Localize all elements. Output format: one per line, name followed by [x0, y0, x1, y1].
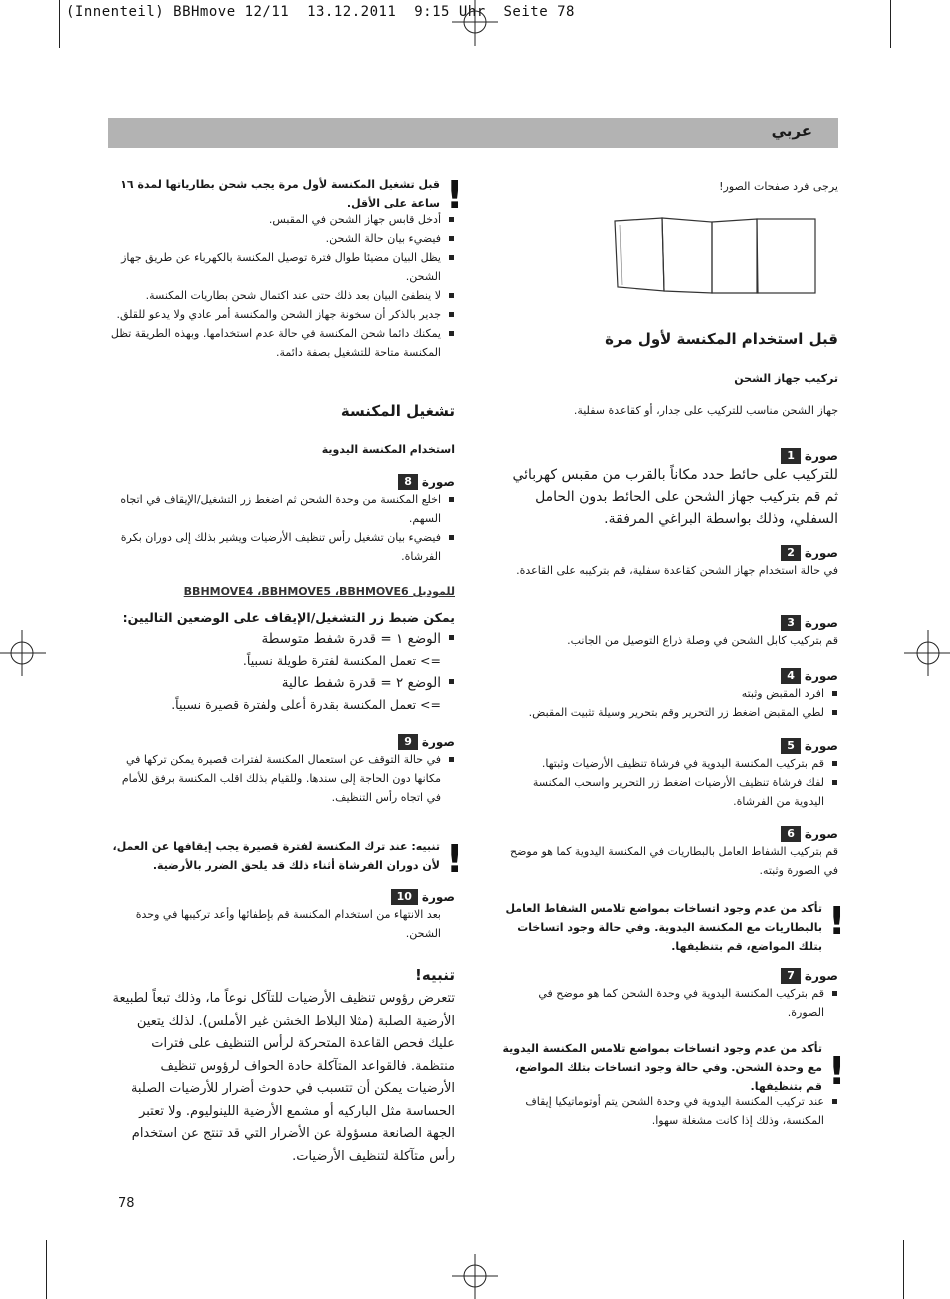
warning-exclamation-icon: ! [446, 837, 464, 881]
mode-1-note: => تعمل المكنسة لفترة طويلة نسبياً. [242, 653, 441, 668]
figure-word: صورة [421, 475, 455, 489]
figure-1-label [500, 448, 838, 464]
figure-word: صورة [804, 827, 838, 841]
figure-3-number: 3 [781, 615, 801, 631]
figure-3-text: قم بتركيب كابل الشحن في وصلة ذراع التوصيل من الجانب. [567, 634, 838, 647]
figure-word: صورة [804, 449, 838, 463]
crop-mark-bottom-left [46, 1240, 47, 1299]
figure-word: صورة [421, 890, 455, 904]
figure-4-block [500, 668, 838, 722]
figure-8-number: 8 [398, 474, 418, 490]
language-header-bar [108, 118, 838, 148]
warning-park-switch-off: تنبيه: عند ترك المكنسة لفترة قصيرة يجب إيقافها عن العمل، لأن دوران الفرشاة أثناء ذلك قد يلحق الضرر بالأرضية. [112, 840, 440, 872]
modes-list [110, 628, 455, 716]
figure-1-number: 1 [781, 448, 801, 464]
crop-mark-top-left [59, 0, 60, 48]
figure-10-block [110, 889, 455, 943]
figure-3-block [500, 615, 838, 650]
mode-2: الوضع ٢ = قدرة شفط عالية [110, 672, 441, 694]
charge-step-item: لا ينطفئ البيان بعد ذلك حتى عند اكتمال شحن بطاريات المكنسة. [110, 286, 441, 305]
figure-word: صورة [804, 739, 838, 753]
charger-install-subtitle: تركيب جهاز الشحن [734, 372, 838, 385]
figure-7-number: 7 [781, 968, 801, 984]
figure-8-block [110, 474, 455, 566]
figure-5-item: قم بتركيب المكنسة اليدوية في فرشاة تنظيف الأرضيات وثبتها. [500, 754, 824, 773]
warning-battery-contacts: تأكد من عدم وجود اتساخات بمواضع تلامس الشفاط العامل بالبطاريات مع المكنسة اليدوية. وفي حالة وجود اتساخات بتلك المواضع، قم بتنظيفها. [505, 902, 822, 953]
switch-intro: يمكن ضبط زر التشغيل/الإيقاف على الوضعين التاليين: [122, 610, 455, 625]
charge-steps-list [110, 210, 455, 362]
registration-mark-left [0, 628, 48, 678]
charger-install-text: جهاز الشحن مناسب للتركيب على جدار، أو كقاعدة سفلية. [573, 404, 838, 417]
language-title: عربي [771, 122, 812, 140]
figure-10-text: بعد الانتهاء من استخدام المكنسة قم بإطفائها وأعد تركيبها في وحدة الشحن. [135, 908, 441, 940]
charge-step-item: جدير بالذكر أن سخونة جهاز الشحن والمكنسة أمر عادي ولا يدعو للقلق. [110, 305, 441, 324]
figure-5-block [500, 738, 838, 811]
figure-2-number: 2 [781, 545, 801, 561]
figure-6-text: قم بتركيب الشفاط العامل بالبطاريات في المكنسة اليدوية كما هو موضح في الصورة وثبته. [509, 845, 838, 877]
figure-7-item: قم بتركيب المكنسة اليدوية في وحدة الشحن كما هو موضح في الصورة. [500, 984, 824, 1022]
charge-step-item: يمكنك دائما شحن المكنسة في حالة عدم استخدامها. وبهذه الطريقة تظل المكنسة متاحة للتشغيل بصفة دائمة. [110, 324, 441, 362]
figure-8-item: اخلع المكنسة من وحدة الشحن ثم اضغط زر التشغيل/الإيقاف في اتجاه السهم. [110, 490, 441, 528]
print-slug-line: (Innenteil) BBHmove 12/11 13.12.2011 9:15 Uhr Seite 78 [66, 4, 575, 20]
note-text: تتعرض رؤوس تنظيف الأرضيات للتآكل نوعاً ما، وذلك تبعاً لطبيعة الأرضية الصلبة (مثلا البلاط الخشن غير الأملس). لذلك يتعين عليك فحص القاعدة المتحركة لرأس التنظيف على فترات منتظمة. فالقواعد المتآكلة حادة الحواف لرؤوس تنظيف الأرضيات يمكن أن تتسبب في حدوث أضرار للأرضيات الصلبة الحساسة مثل الباركيه أو مشمع الأرضية اللينوليوم. ولا تعتبر الجهة الصانعة مسؤولة عن الأضرار التي قد تنتج عن استخدام رأس متآكلة لتنظيف الأرضيات. [112, 991, 455, 1164]
charge-step-item: يظل البيان مضيئا طوال فترة توصيل المكنسة بالكهرباء عن طريق جهاز الشحن. [110, 248, 441, 286]
note-title: تنبيه! [415, 966, 455, 984]
figure-9-number: 9 [398, 734, 418, 750]
first-use-title: قبل استخدام المكنسة لأول مرة [605, 330, 838, 348]
figure-4-item: لطي المقبض اضغط زر التحرير وقم بتحرير وسيلة تثبيت المقبض. [500, 703, 824, 722]
figure-6-number: 6 [781, 826, 801, 842]
figure-1-block [500, 448, 838, 530]
registration-mark-right [902, 628, 950, 678]
warning-initial-charge: قبل تشغيل المكنسة لأول مرة يجب شحن بطارياتها لمدة ١٦ ساعة على الأقل. [120, 178, 440, 210]
figure-4-item: افرد المقبض وثبته [500, 684, 824, 703]
figure-word: صورة [804, 546, 838, 560]
figure-word: صورة [804, 669, 838, 683]
figure-10-number: 10 [391, 889, 418, 905]
figure-word: صورة [421, 735, 455, 749]
figure-9-block [110, 734, 455, 807]
warning-charger-contacts: تأكد من عدم وجود اتساخات بمواضع تلامس المكنسة اليدوية مع وحدة الشحن. وفي حالة وجود اتساخات بتلك المواضع، قم بتنظيفها. [502, 1042, 822, 1093]
figure-2-text: في حالة استخدام جهاز الشحن كقاعدة سفلية، قم بتركيبه على القاعدة. [516, 564, 838, 577]
figure-word: صورة [804, 969, 838, 983]
charge-step-item: فيضيء بيان حالة الشحن. [110, 229, 441, 248]
operate-title: تشغيل المكنسة [340, 402, 455, 420]
figure-5-number: 5 [781, 738, 801, 754]
warning-exclamation-icon: ! [828, 899, 846, 943]
figure-1-text: للتركيب على حائط حدد مكاناً بالقرب من مقبس كهربائي ثم قم بتركيب جهاز الشحن على الحائط بدون الحامل السفلي، وذلك بواسطة البراغي المرفقة. [512, 467, 838, 527]
figure-9-item: في حالة التوقف عن استعمال المكنسة لفترات قصيرة يمكن تركها في مكانها دون الحاجة إلى سندها. وللقيام بذلك اقلب المكنسة برفق للأمام في اتجاه رأس التنظيف. [110, 750, 441, 807]
figure-6-block [500, 826, 838, 880]
page-number: 78 [118, 1196, 135, 1211]
warning-exclamation-icon: ! [446, 173, 464, 217]
foldout-pages-illustration [612, 215, 818, 295]
crop-mark-top-right [890, 0, 891, 48]
charge-step-item: أدخل قابس جهاز الشحن في المقبس. [110, 210, 441, 229]
figure-word: صورة [804, 616, 838, 630]
warning-exclamation-icon: ! [828, 1049, 846, 1093]
intro-unfold-pages: يرجى فرد صفحات الصور! [719, 180, 838, 193]
handheld-subtitle: استخدام المكنسة اليدوية [321, 443, 455, 456]
figure-4-number: 4 [781, 668, 801, 684]
registration-mark-top [450, 0, 500, 48]
mode-2-note: => تعمل المكنسة بقدرة أعلى ولفترة قصيرة نسبياً. [171, 697, 441, 712]
crop-mark-bottom-right [903, 1240, 904, 1299]
figure-8-item: فيضيء بيان تشغيل رأس تنظيف الأرضيات ويشير بذلك إلى دوران بكرة الفرشاة. [110, 528, 441, 566]
registration-mark-bottom [450, 1252, 500, 1299]
auto-off-block [496, 1092, 838, 1130]
auto-off-item: عند تركيب المكنسة اليدوية في وحدة الشحن يتم أوتوماتيكيا إيقاف المكنسة، وذلك إذا كانت مشغلة سهوا. [496, 1092, 824, 1130]
models-line: للموديل BBHMOVE4 ،BBHMOVE5 ،BBHMOVE6 [183, 585, 455, 598]
figure-2-block [500, 545, 838, 580]
figure-5-item: لفك فرشاة تنظيف الأرضيات اضغط زر التحرير واسحب المكنسة اليدوية من الفرشاة. [500, 773, 824, 811]
figure-7-block [500, 968, 838, 1022]
mode-1: الوضع ١ = قدرة شفط متوسطة [110, 628, 441, 650]
